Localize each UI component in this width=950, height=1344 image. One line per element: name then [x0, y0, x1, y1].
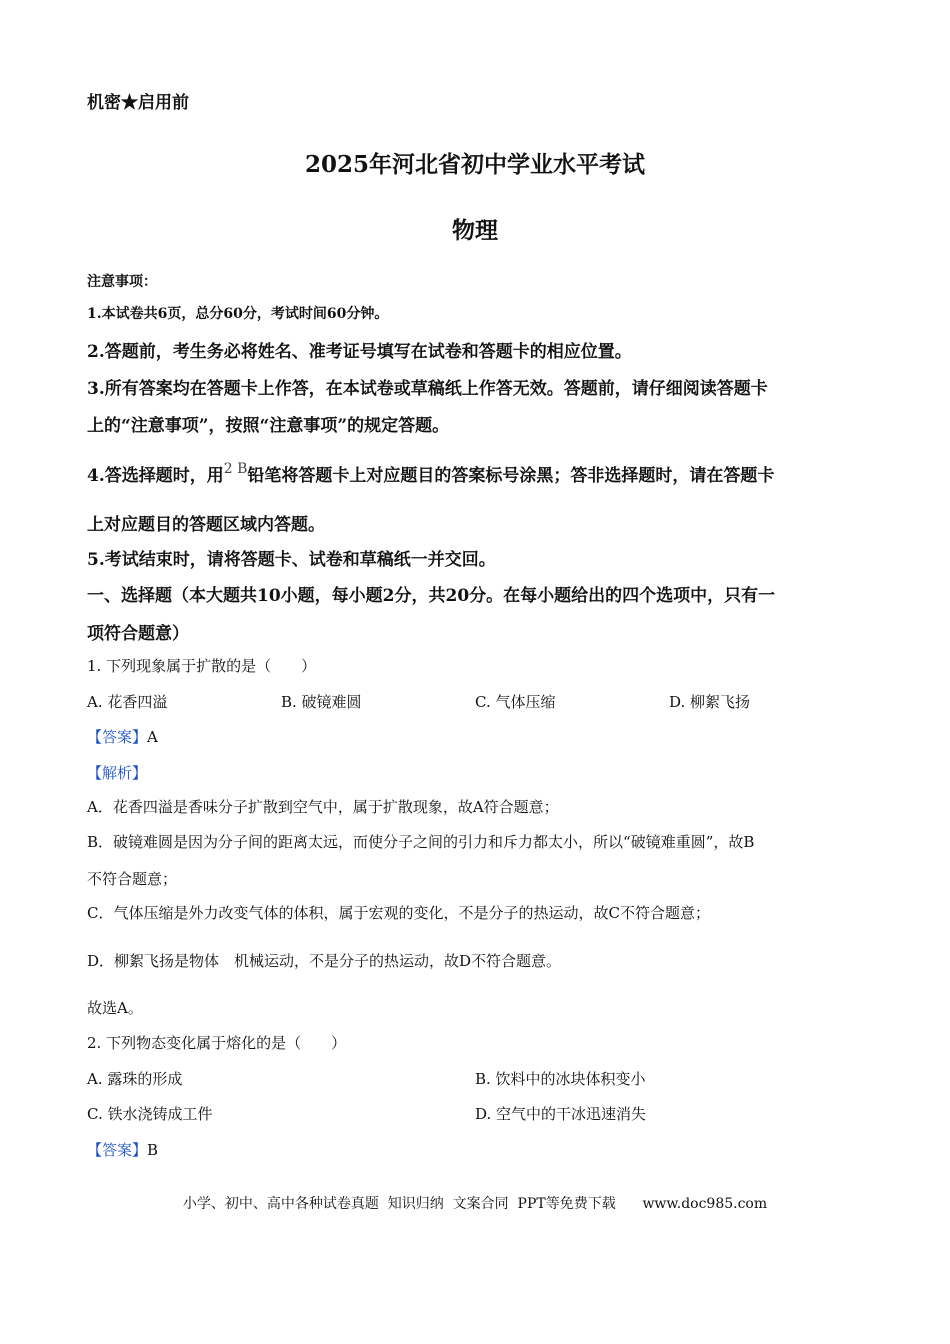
footer-site-link[interactable]: www.doc985.com	[642, 1196, 768, 1212]
q2-option-d: D. 空气中的干冰迅速消失	[475, 1105, 647, 1123]
q2-option-b: B. 饮料中的冰块体积变小	[475, 1070, 646, 1088]
q1-analysis-a: A．花香四溢是香味分子扩散到空气中，属于扩散现象，故A符合题意；	[87, 798, 559, 816]
q1-option-a: A. 花香四溢	[87, 693, 168, 711]
note-item-3-line2: 上的“注意事项”，按照“注意事项”的规定答题。	[87, 416, 450, 436]
note-item-4-before: 4.答选择题时，用	[87, 466, 224, 486]
q1-stem: 1. 下列现象属于扩散的是（ ）	[87, 657, 317, 675]
note-item-5: 5.考试结束时，请将答题卡、试卷和草稿纸一并交回。	[87, 550, 496, 570]
q1-answer-value: A	[147, 728, 158, 746]
q1-analysis-b-line1: B．破镜难圆是因为分子间的距离太远，而使分子之间的引力和斥力都太小，所以“破镜难重圆”，故B	[87, 833, 755, 851]
note-item-4-line2: 上对应题目的答题区域内答题。	[87, 515, 325, 535]
answer-tag: 【答案】	[87, 1141, 148, 1159]
q2-answer-value: B	[147, 1141, 159, 1159]
note-item-2: 2.答题前，考生务必将姓名、准考证号填写在试卷和答题卡的相应位置。	[87, 342, 632, 362]
q2-option-c: C. 铁水浇铸成工件	[87, 1105, 213, 1123]
note-item-3-line1: 3.所有答案均在答题卡上作答，在本试卷或草稿纸上作答无效。答题前，请仔细阅读答题卡	[87, 379, 768, 399]
note-item-4-line1	[87, 461, 774, 486]
q1-analysis-tag: 【解析】	[87, 764, 148, 782]
q2-option-a: A. 露珠的形成	[87, 1070, 183, 1088]
pencil-grade: 2 B	[223, 461, 248, 477]
section1-heading-line1: 一、选择题（本大题共10小题，每小题2分，共20分。在每小题给出的四个选项中，只有一	[87, 586, 776, 606]
q1-analysis-b-line2: 不符合题意；	[87, 870, 178, 888]
note-item-1: 1.本试卷共6页，总分60分，考试时间60分钟。	[87, 306, 389, 322]
notes-heading: 注意事项：	[87, 274, 157, 290]
q2-stem: 2. 下列物态变化属于熔化的是（ ）	[87, 1034, 347, 1052]
q1-conclusion: 故选A。	[87, 999, 143, 1017]
note-item-4-after: 铅笔将答题卡上对应题目的答案标号涂黑；答非选择题时，请在答题卡	[247, 466, 775, 486]
q1-option-b: B. 破镜难圆	[281, 693, 362, 711]
q2-answer	[87, 1139, 158, 1160]
section1-heading-line2: 项符合题意）	[87, 624, 189, 644]
q1-option-c: C. 气体压缩	[475, 693, 556, 711]
answer-tag: 【答案】	[87, 728, 148, 746]
q1-analysis-d: D．柳絮飞扬是物体 机械运动，不是分子的热运动，故D不符合题意。	[87, 952, 562, 970]
q1-analysis-c: C．气体压缩是外力改变气体的体积，属于宏观的变化，不是分子的热运动，故C不符合题意；	[87, 904, 710, 922]
exam-title: 2025年河北省初中学业水平考试	[304, 151, 645, 178]
page-footer	[0, 1193, 950, 1213]
confidential-label: 机密★启用前	[87, 93, 189, 113]
subject-title: 物理	[452, 217, 498, 244]
footer-text: 小学、初中、高中各种试卷真题 知识归纳 文案合同 PPT等免费下载	[182, 1196, 616, 1212]
q1-option-d: D. 柳絮飞扬	[669, 693, 751, 711]
q1-answer	[87, 726, 158, 747]
